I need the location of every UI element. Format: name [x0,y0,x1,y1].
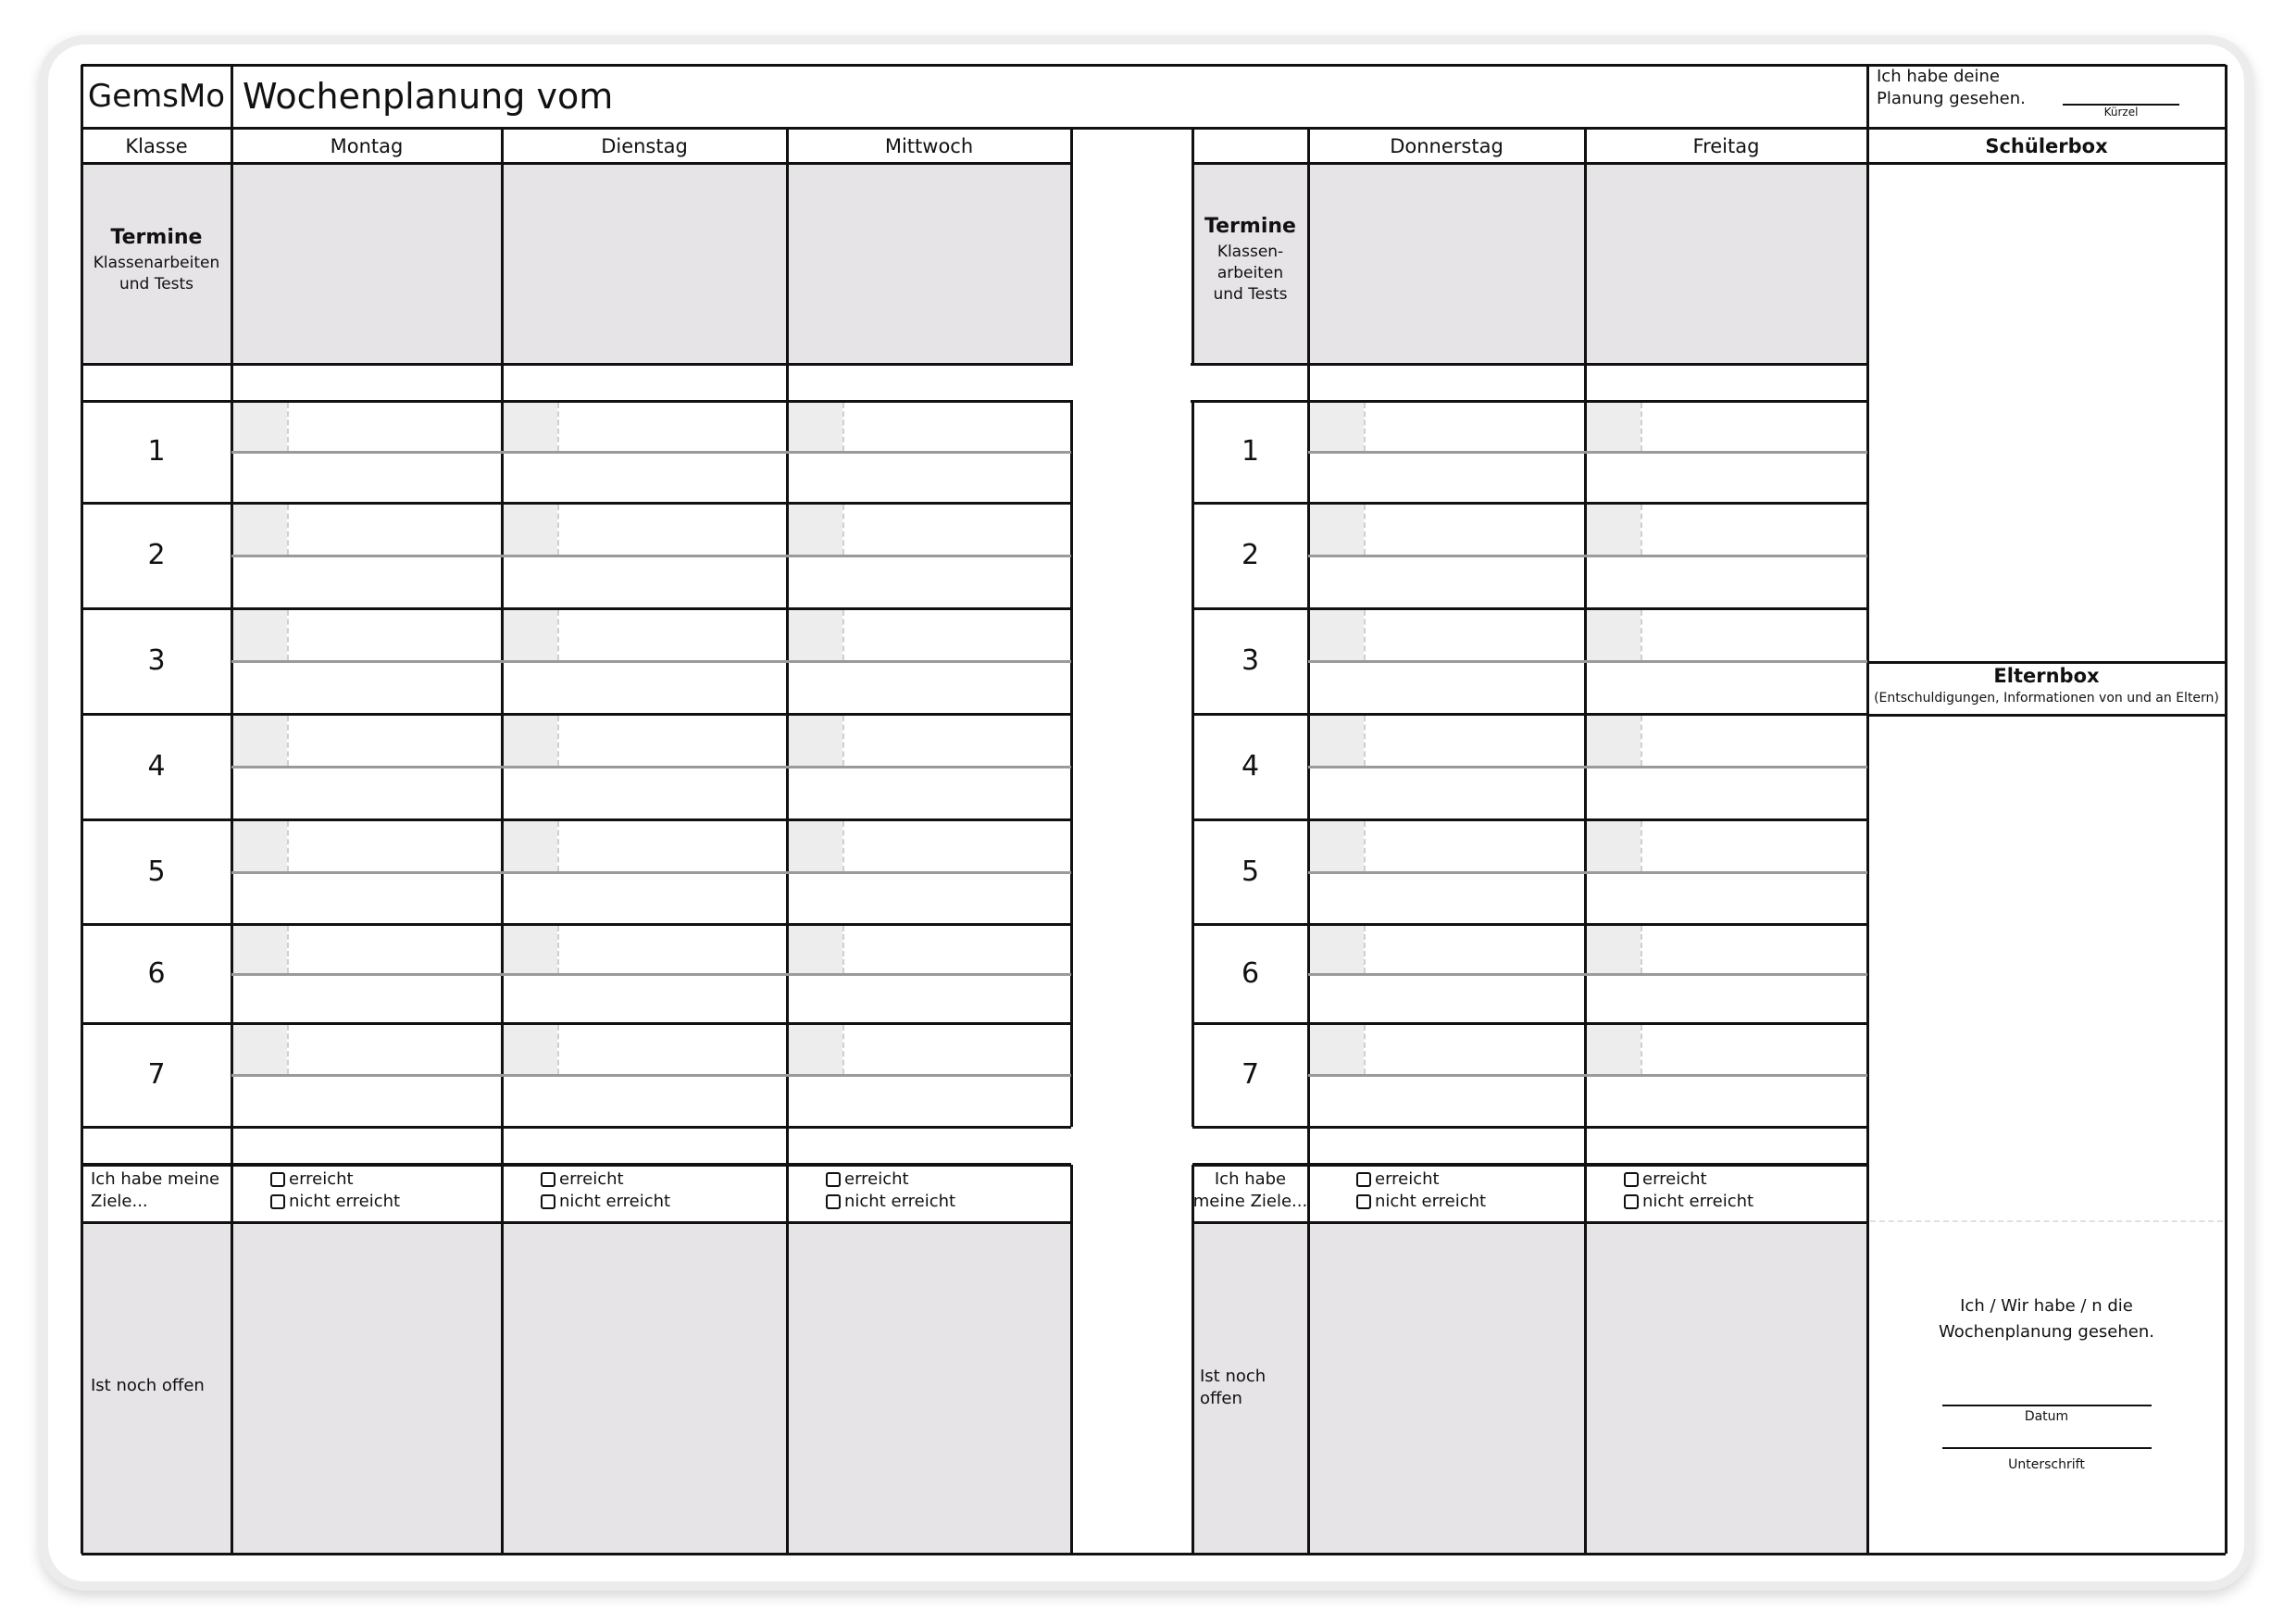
reached-checkbox[interactable] [541,1172,555,1187]
goal-reached-option[interactable] [1624,1169,1809,1192]
period-mark-divider [1364,926,1366,973]
period-mark [1587,821,1641,871]
signature-label: Unterschrift [2008,1457,2085,1472]
period-mark [1587,403,1641,451]
period-mark-divider [1364,505,1366,555]
period-mark [1310,926,1364,973]
period-mid-left [231,555,1071,557]
termine-line2-left: und Tests [119,275,194,294]
column-schuelerbox: Schülerbox [1985,135,2108,157]
period-mark-divider [842,1025,844,1074]
period-mark [233,1025,287,1074]
period-mid-right [1308,871,1867,874]
period-mark-divider [557,610,559,660]
period-number-right: 4 [1241,750,1260,782]
period-mark [1587,610,1641,660]
period-number-left: 1 [147,435,166,468]
period-number-left: 6 [147,957,166,990]
goals-label-right-2: meine Ziele... [1192,1192,1308,1211]
goal-reached-option[interactable] [826,1169,1011,1192]
period-mark [1587,716,1641,766]
period-mid-right [1308,973,1867,976]
goal-not-reached-option[interactable] [541,1192,726,1214]
schuelerbox-bottom [1867,661,2226,664]
date-label: Datum [2024,1409,2069,1424]
not-reached-label: nicht erreicht [1375,1192,1487,1211]
signature-divider [1870,1220,2223,1222]
not-reached-label: nicht erreicht [844,1192,956,1211]
period-mark [1310,505,1364,555]
goals-bottom-right [1192,1221,1867,1224]
goal-reached-option[interactable] [1356,1169,1541,1192]
seen-note-line2: Planung gesehen. [1877,89,2026,108]
period-mark [1587,1025,1641,1074]
period-mid-right [1308,1074,1867,1077]
reached-label: erreicht [559,1169,624,1189]
goal-not-reached-option[interactable] [826,1192,1011,1214]
period-mark [789,821,842,871]
period-mark-divider [1641,821,1642,871]
reached-checkbox[interactable] [826,1172,841,1187]
period-number-right: 6 [1241,957,1260,990]
period-mark [789,716,842,766]
spacer-gap-cover [1073,399,1191,405]
termine-cell-bg [502,163,787,364]
signature-line [1942,1447,2152,1449]
period-mark-divider [287,403,289,451]
period-mark [504,926,557,973]
center-gap [1073,130,1191,1552]
brand-label: GemsMo [87,78,226,115]
termine-title-left: Termine [110,226,203,249]
period-number-right: 7 [1241,1058,1260,1091]
period-mark-divider [842,403,844,451]
termine-line1-left: Klassenarbeiten [93,254,220,272]
period-mid-right [1308,451,1867,454]
period-mid-right [1308,660,1867,663]
period-mark [789,403,842,451]
period-mark [1310,716,1364,766]
period-mark [233,505,287,555]
period-mark [504,403,557,451]
period-mark-divider [1641,1025,1642,1074]
period-mid-right [1308,555,1867,557]
reached-label: erreicht [1642,1169,1707,1189]
open-label-right-1: Ist noch [1200,1367,1267,1386]
period-mark-divider [557,821,559,871]
signature-line2: Wochenplanung gesehen. [1939,1322,2154,1342]
spacer-row2-top [81,1163,1071,1166]
reached-checkbox[interactable] [1356,1172,1371,1187]
spacer-row-top [81,363,1867,366]
period-mark-divider [842,926,844,973]
period-mark-divider [1364,403,1366,451]
period-number-right: 3 [1241,644,1260,677]
col-divider [501,128,504,1554]
period-mark [233,926,287,973]
period-mark-divider [287,505,289,555]
period-number-right: 2 [1241,539,1260,571]
reached-checkbox[interactable] [270,1172,285,1187]
period-mark-divider [1641,403,1642,451]
period-mark-divider [287,610,289,660]
period-number-left: 5 [147,856,166,888]
period-mark [504,610,557,660]
not-reached-checkbox[interactable] [270,1194,285,1209]
period-mark-divider [287,716,289,766]
reached-label: erreicht [844,1169,909,1189]
period-number-left: 7 [147,1058,166,1091]
goal-not-reached-option[interactable] [270,1192,455,1214]
goal-not-reached-option[interactable] [1356,1192,1541,1214]
period-mark-divider [557,926,559,973]
period-mid-left [231,766,1071,768]
period-mark [504,821,557,871]
goals-label-right-1: Ich habe [1214,1169,1287,1189]
column-klasse: Klasse [125,135,188,157]
reached-label: erreicht [1375,1169,1440,1189]
period-number-right: 5 [1241,856,1260,888]
goal-reached-option[interactable] [270,1169,455,1192]
period-mark-divider [842,821,844,871]
open-label-left: Ist noch offen [91,1376,205,1395]
period-mark [233,821,287,871]
period-mark-divider [557,505,559,555]
period-mark-divider [1641,716,1642,766]
not-reached-checkbox[interactable] [826,1194,841,1209]
termine-cell-bg [1308,163,1585,364]
column-donnerstag: Donnerstag [1390,135,1504,157]
period-mark-divider [557,1025,559,1074]
seen-note-line1: Ich habe deine [1877,67,2000,86]
period-mid-left [231,451,1071,454]
spacer-row2-top-r [1192,1163,1867,1166]
period-mid-left [231,871,1071,874]
goal-not-reached-option[interactable] [1624,1192,1809,1214]
not-reached-label: nicht erreicht [1642,1192,1754,1211]
period-mark-divider [842,505,844,555]
period-mark-divider [557,403,559,451]
open-cell-bg [1308,1222,1585,1554]
period-mark-divider [557,716,559,766]
col-divider [786,128,789,1554]
open-label-right-2: offen [1200,1389,1242,1408]
period-mark-divider [1364,1025,1366,1074]
not-reached-checkbox[interactable] [1356,1194,1371,1209]
goal-reached-option[interactable] [541,1169,726,1192]
open-cell-bg [231,1222,502,1554]
period-mark [789,1025,842,1074]
period-mark [1310,1025,1364,1074]
open-cell-bg [502,1222,787,1554]
goals-label-left-1: Ich habe meine [91,1169,220,1189]
period-mark-divider [287,926,289,973]
termine-cell-bg [1585,163,1867,364]
title-divider [1866,65,1869,128]
period-mark-divider [1364,716,1366,766]
period-mark [789,505,842,555]
period-mark-divider [1641,505,1642,555]
period-mid-left [231,973,1071,976]
column-dienstag: Dienstag [601,135,688,157]
signature-line1: Ich / Wir habe / n die [1960,1296,2133,1316]
period-mid-right [1308,766,1867,768]
period-mark [1310,610,1364,660]
termine-line2-right: arbeiten [1217,264,1284,282]
not-reached-checkbox[interactable] [541,1194,555,1209]
period-mark [1310,403,1364,451]
period-number-left: 4 [147,750,166,782]
period-mark [789,926,842,973]
period-mark [789,610,842,660]
termine-title-right: Termine [1204,215,1296,238]
period-mark [1310,821,1364,871]
period-mark-divider [842,610,844,660]
column-mittwoch: Mittwoch [884,135,974,157]
not-reached-checkbox[interactable] [1624,1194,1639,1209]
period-mid-left [231,1074,1071,1077]
reached-label: erreicht [289,1169,354,1189]
not-reached-label: nicht erreicht [289,1192,401,1211]
period-mark [1587,926,1641,973]
column-freitag: Freitag [1692,135,1760,157]
period-mark [504,716,557,766]
termine-cell-bg [787,163,1071,364]
open-cell-bg [787,1222,1071,1554]
period-mark-divider [1641,926,1642,973]
period-mark [1587,505,1641,555]
period-number-left: 3 [147,644,166,677]
period-mark [233,716,287,766]
goals-bottom-left [81,1221,1071,1224]
period-mark-divider [1364,821,1366,871]
elternbox-title: Elternbox [1993,665,2100,687]
spacer-gap-cover [1073,1125,1191,1131]
period-mark [504,505,557,555]
termine-cell-bg [231,163,502,364]
period-mark [233,610,287,660]
period-number-right: 1 [1241,435,1260,468]
period-mark-divider [1364,610,1366,660]
period-mark [504,1025,557,1074]
elternbox-subtitle: (Entschuldigungen, Informationen von und an Eltern) [1874,691,2219,706]
open-cell-bg [1585,1222,1867,1554]
col-divider [1584,128,1587,1554]
termine-line3-right: und Tests [1213,285,1288,304]
frame-bottom [81,1553,2226,1555]
date-line [1942,1405,2152,1406]
termine-line1-right: Klassen- [1217,243,1284,261]
reached-checkbox[interactable] [1624,1172,1639,1187]
period-mark-divider [287,1025,289,1074]
planner-title: Wochenplanung vom [243,76,614,117]
goals-label-left-2: Ziele... [91,1192,148,1211]
spacer-gap-cover [1073,362,1191,368]
spacer-line [81,400,1867,403]
period-mark-divider [1641,610,1642,660]
period-number-left: 2 [147,539,166,571]
not-reached-label: nicht erreicht [559,1192,671,1211]
period-mark-divider [287,821,289,871]
period-mark [233,403,287,451]
column-montag: Montag [330,135,404,157]
period-mid-left [231,660,1071,663]
period-mark-divider [842,716,844,766]
elternbox-head-bottom [1867,714,2226,717]
kuerzel-label: Kürzel [2103,106,2139,119]
